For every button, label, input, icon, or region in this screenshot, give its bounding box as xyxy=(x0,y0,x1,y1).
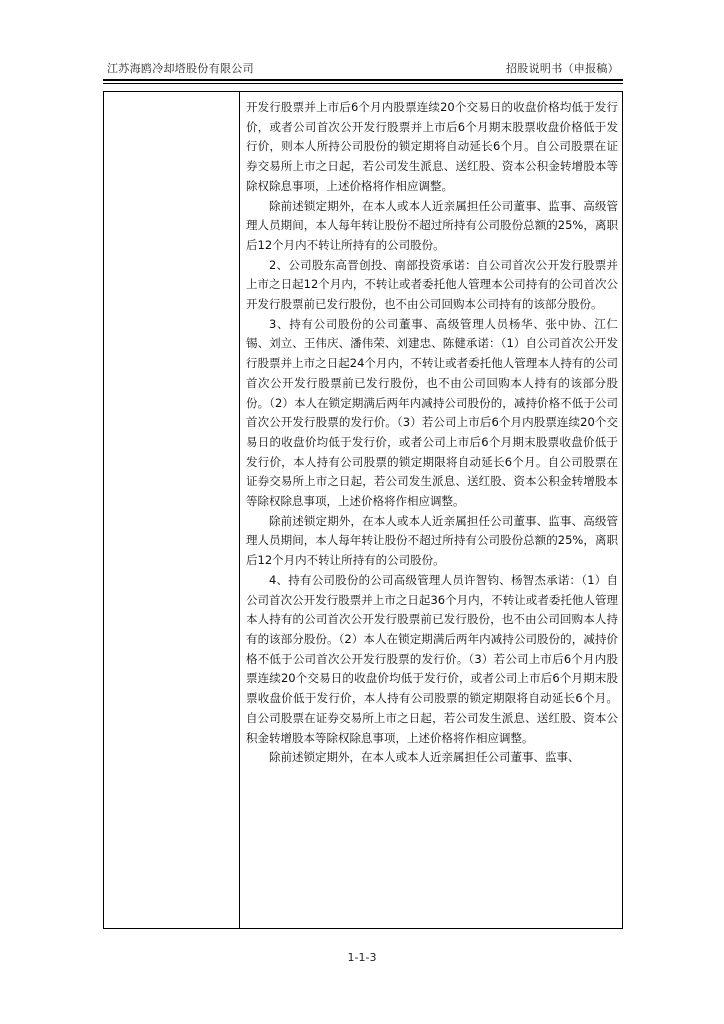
paragraph: 3、持有公司股份的公司董事、高级管理人员杨华、张中协、江仁锡、刘立、王伟庆、潘伟荣、刘建忠、陈健承诺：（1）自公司首次公开发行股票并上市之日起24个月内，不转让或者委托他人管理本人持有的公司首次公开发行股票前已发行股份，也不由公司回购本人持有的该部分股份。（2）本人在锁定期满后两年内减持公司股份的，减持价格不低于公司首次公开发行股票的发行价。（3）若公司上市后6个月内股票连续20个交易日的收盘价均低于发行价，或者公司上市后6个月期末股票收盘价低于发行价，本人持有公司股票的锁定期限将自动延长6个月。自公司股票在证券交易所上市之日起，若公司发生派息、送红股、资本公积金转增股本等除权除息事项，上述价格将作相应调整。 xyxy=(246,316,618,509)
company-name: 江苏海鸥冷却塔股份有限公司 xyxy=(107,62,254,75)
document-type: 招股说明书（申报稿） xyxy=(506,62,619,75)
paragraph-continuation: 开发行股票并上市后6个月内股票连续20个交易日的收盘价格均低于发行价，或者公司首次公开发行股票并上市后6个月期末股票收盘价格低于发行价，则本人所持公司股份的锁定期将自动延长6个月。自公司股票在证券交易所上市之日起，若公司发生派息、送红股、资本公积金转增股本等除权除息事项，上述价格将作相应调整。 xyxy=(246,100,618,193)
commitment-table xyxy=(103,91,623,929)
header-rule-thin xyxy=(103,83,623,84)
paragraph: 除前述锁定期外，在本人或本人近亲属担任公司董事、监事、高级管理人员期间，本人每年转让股份不超过所持有公司股份总额的25%，离职后12个月内不转让所持有的公司股份。 xyxy=(246,198,618,252)
page-number: 1-1-3 xyxy=(347,951,377,964)
column-divider xyxy=(239,92,240,928)
paragraph: 除前述锁定期外，在本人或本人近亲属担任公司董事、监事、高级管理人员期间，本人每年转让股份不超过所持有公司股份总额的25%，离职后12个月内不转让所持有的公司股份。 xyxy=(246,513,618,568)
page-header xyxy=(103,56,623,78)
paragraph: 除前述锁定期外，在本人或本人近亲属担任公司董事、监事、 xyxy=(269,750,580,765)
paragraph: 4、持有公司股份的公司高级管理人员许智钧、杨智杰承诺：（1）自公司首次公开发行股票并上市之日起36个月内，不转让或者委托他人管理本人持有的公司首次公开发行股票前已发行股份，也不由公司回购本人持有的该部分股份。（2）本人在锁定期满后两年内减持公司股份的，减持价格不低于公司首次公开发行股票的发行价。（3）若公司上市后6个月内股票连续20个交易日的收盘价均低于发行价，或者公司上市后6个月期末股票收盘价低于发行价，本人持有公司股票的锁定期限将自动延长6个月。自公司股票在证券交易所上市之日起，若公司发生派息、送红股、资本公积金转增股本等除权除息事项，上述价格将作相应调整。 xyxy=(246,572,618,745)
header-rule xyxy=(103,79,623,81)
table-content-cell xyxy=(246,98,618,768)
paragraph: 2、公司股东高晋创投、南部投资承诺：自公司首次公开发行股票并上市之日起12个月内，不转让或者委托他人管理本公司持有的公司首次公开发行股票前已发行股份，也不由公司回购本公司持有的该部分股份。 xyxy=(246,257,618,312)
